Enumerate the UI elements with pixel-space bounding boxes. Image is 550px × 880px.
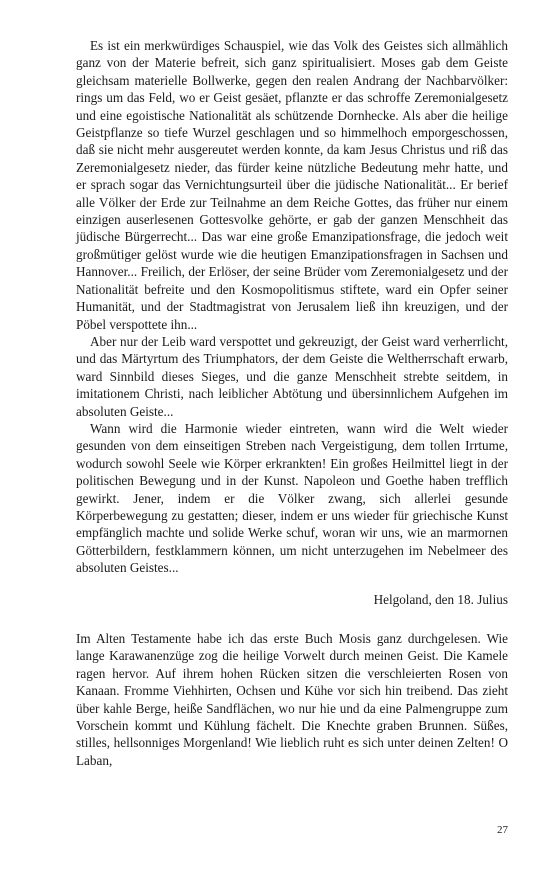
page-body: [76, 37, 508, 769]
paragraph: Es ist ein merkwürdiges Schauspiel, wie das Volk des Geistes sich allmählich ganz von der Materie befreit, sich ganz spiritualisiert. Moses gab dem Geiste gleichsam materielle Bollwerke, gegen den realen Andrang der Nachbarvölker: rings um das Feld, wo er Geist gesäet, pflanzte er das schroffe Zeremonialgesetz und eine egoistische Nationalität als schützende Dornhecke. Als aber die heilige Geistpflanze so tiefe Wurzel geschlagen und so himmelhoch emporgeschossen, daß sie nicht mehr ausgereutet werden konnte, da kam Jesus Christus und riß das Zeremonialgesetz nieder, das fürder keine nützliche Bedeutung mehr hatte, und er sprach sogar das Vernichtungsurteil über die jüdische Nationalität... Er berief alle Völker der Erde zur Teilnahme an dem Reiche Gottes, das früher nur einem einzigen auserlesenen Gottesvolke gehörte, er gab der ganzen Menschheit das jüdische Bürgerrecht... Das war eine große Emanzipationsfrage, die jedoch weit großmütiger gelöst wurde wie die heutigen Emanzipationsfragen in Sachsen und Hannover... Freilich, der Erlöser, der seine Brüder vom Zeremonialgesetz und der Nationalität befreite und den Kosmopolitismus stiftete, ward ein Opfer seiner Humanität, und der Stadtmagistrat von Jerusalem ließ ihn kreuzigen, und der Pöbel verspottete ihn...: [76, 38, 508, 332]
paragraph: Im Alten Testamente habe ich das erste Buch Mosis ganz durchgelesen. Wie lange Karawanenzüge zog die heilige Vorwelt durch meinen Geist. Die Kamele ragen hervor. Auf ihrem hohen Rücken sitzen die verschleierten Rosen von Kanaan. Fromme Viehhirten, Ochsen und Kühe vor sich hin treibend. Das zieht über kahle Berge, heiße Sandflächen, wo nur hie und da eine Palmengruppe zum Vorschein kommt und Kühlung fächelt. Die Knechte graben Brunnen. Süßes, stilles, hellsonniges Morgenland! Wie lieblich ruht es sich unter deinen Zelten! O Laban,: [76, 631, 508, 768]
page-number: 27: [497, 824, 508, 836]
text-section-1: [76, 37, 508, 577]
paragraph: Aber nur der Leib ward verspottet und gekreuzigt, der Geist ward verherrlicht, und das Märtyrtum des Triumphators, der dem Geiste die Weltherrschaft erwarb, ward Sinnbild dieses Sieges, und die ganze Menschheit strebte seitdem, in imitationem Christi, nach leiblicher Abtötung und übersinnlichem Aufgehen im absoluten Geiste...: [76, 333, 508, 419]
dateline: Helgoland, den 18. Julius: [373, 591, 508, 607]
text-section-2: [76, 630, 508, 769]
paragraph: Wann wird die Harmonie wieder eintreten, wann wird die Welt wieder gesunden von dem einseitigen Streben nach Vergeistigung, dem tollen Irrtume, wodurch sowohl Seele wie Körper erkrankten! Ein großes Heilmittel liegt in der politischen Bewegung und in der Kunst. Napoleon und Goethe haben trefflich gewirkt. Jener, indem er die Völker zwang, sich allerlei gesunde Körperbewegung zu gestatten; dieser, indem er uns wieder für griechische Kunst empfänglich machte und solide Werke schuf, woran wir uns, wie an marmornen Götterbildern, festklammern können, um nicht unterzugehen im Nebelmeer des absoluten Geistes...: [76, 420, 508, 576]
